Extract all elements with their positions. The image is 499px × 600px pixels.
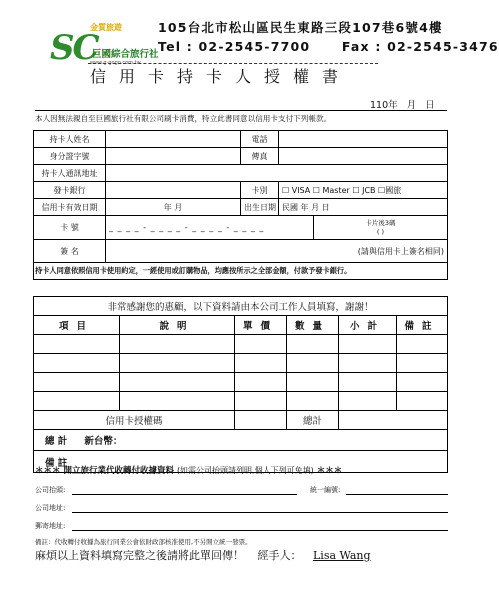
form-row-card-number	[34, 216, 448, 240]
card-type-options[interactable]: ☐ VISA ☐ Master ☐ JCB ☐國旅	[279, 182, 448, 199]
receipt-heading-end: ＊＊＊	[316, 466, 343, 476]
subtotal-cell[interactable]	[339, 392, 397, 411]
item-cell[interactable]	[34, 335, 120, 354]
desc-cell[interactable]	[120, 335, 235, 354]
col-desc-header: 說明	[120, 316, 235, 335]
remark-label: 備 註	[45, 457, 68, 469]
items-header-row	[34, 316, 448, 335]
auth-code-field[interactable]	[235, 411, 287, 430]
tax-id-label: 統一編號:	[310, 486, 341, 494]
address-field[interactable]	[106, 165, 448, 182]
holder-name-field[interactable]	[106, 131, 241, 148]
total-field[interactable]	[339, 411, 448, 430]
phone-field[interactable]	[279, 131, 448, 148]
item-cell[interactable]	[34, 373, 120, 392]
company-address-field[interactable]	[72, 512, 448, 513]
card-last3-cell[interactable]	[314, 216, 448, 240]
handler-label: 經手人：	[257, 549, 302, 562]
logo-badge: 金質旅遊	[90, 23, 122, 32]
agreement-text: 持卡人同意依照信用卡使用約定，一經使用或訂購物品，均應按所示之全部金額，付款予發卡銀行。	[34, 263, 448, 280]
desc-cell[interactable]	[120, 373, 235, 392]
desc-cell[interactable]	[120, 392, 235, 411]
signature-label: 簽 名	[34, 240, 106, 263]
table-row	[34, 335, 448, 354]
logo-company-name: 巨國綜合旅行社	[92, 49, 159, 60]
note-cell[interactable]	[397, 354, 448, 373]
form-row-name	[34, 131, 448, 148]
logo-website: www.g-gogo.com.tw	[90, 60, 141, 66]
price-cell[interactable]	[235, 354, 287, 373]
receipt-heading	[35, 464, 342, 476]
desc-cell[interactable]	[120, 354, 235, 373]
document-title: 信用卡持卡人授權書	[90, 67, 352, 86]
handler-name: Lisa Wang	[313, 549, 371, 562]
closing-line	[35, 547, 379, 563]
form-row-signature	[34, 240, 448, 263]
thanks-row	[34, 297, 448, 316]
intro-statement: 本人因無法親自至巨國旅行社有限公司刷卡消費，特立此書同意以信用卡支付下列帳款。	[35, 114, 332, 123]
tax-id-field[interactable]	[346, 494, 448, 495]
id-number-field[interactable]	[106, 148, 241, 165]
form-row-agreement	[34, 263, 448, 280]
receipt-footnote: 備註：代收轉付收據為旅行同業公會依財政部核准使用,不另開立統一發票。	[35, 538, 252, 546]
col-note-header: 備註	[397, 316, 448, 335]
bank-field[interactable]	[106, 182, 241, 199]
holder-name-label: 持卡人姓名	[34, 131, 106, 148]
qty-cell[interactable]	[287, 392, 339, 411]
receipt-heading-text: ＊＊＊ 開立旅行業代收轉付收據資料	[35, 466, 174, 476]
receipt-heading-note: (如需公司抬頭請列明,個人下列可免填)	[176, 466, 314, 475]
price-cell[interactable]	[235, 335, 287, 354]
subtotal-cell[interactable]	[339, 373, 397, 392]
expiry-label: 信用卡有效日期	[34, 199, 106, 216]
item-cell[interactable]	[34, 392, 120, 411]
qty-cell[interactable]	[287, 354, 339, 373]
card-last3-field: ( )	[376, 227, 385, 236]
mailing-address-field[interactable]	[72, 530, 448, 531]
card-type-label: 卡別	[241, 182, 279, 199]
qty-cell[interactable]	[287, 373, 339, 392]
qty-cell[interactable]	[287, 335, 339, 354]
currency-label: 新台幣：	[84, 436, 123, 447]
tel-number: Tel : 02-2545-7700	[158, 39, 311, 54]
auth-code-row	[34, 411, 448, 430]
total-label: 總計	[287, 411, 339, 430]
phone-label: 電話	[241, 131, 279, 148]
company-address-label: 公司地址:	[35, 504, 66, 512]
grand-total-row	[34, 430, 448, 451]
company-title-label: 公司抬頭:	[35, 486, 66, 494]
note-cell[interactable]	[397, 373, 448, 392]
col-subtotal-header: 小計	[339, 316, 397, 335]
col-qty-header: 數量	[287, 316, 339, 335]
subtotal-cell[interactable]	[339, 354, 397, 373]
header-rule	[35, 110, 447, 111]
auth-code-label: 信用卡授權碼	[34, 411, 235, 430]
bank-label: 發卡銀行	[34, 182, 106, 199]
col-item-header: 項目	[34, 316, 120, 335]
table-row	[34, 354, 448, 373]
company-address: 105台北市松山區民生東路三段107巷6號4樓	[158, 20, 443, 35]
note-cell[interactable]	[397, 335, 448, 354]
note-cell[interactable]	[397, 392, 448, 411]
fax-number: Fax : 02-2545-3476	[341, 39, 499, 54]
grand-total-label: 總 計	[45, 436, 68, 447]
letterhead	[0, 0, 499, 95]
table-row	[34, 392, 448, 411]
logo-mark: SC	[50, 28, 98, 68]
col-price-header: 單價	[235, 316, 287, 335]
contact-numbers	[158, 39, 499, 54]
signature-field[interactable]: (請與信用卡上簽名相同)	[106, 240, 448, 263]
address-label: 持卡人通訊地址	[34, 165, 106, 182]
item-cell[interactable]	[34, 354, 120, 373]
id-number-label: 身分證字號	[34, 148, 106, 165]
card-number-label: 卡 號	[34, 216, 106, 240]
items-table	[33, 296, 448, 473]
card-number-field[interactable]: _ _ _ _ - _ _ _ _ - _ _ _ _ - _ _ _ _	[106, 216, 314, 240]
grand-total-field[interactable]	[34, 430, 448, 451]
fax-field[interactable]	[279, 148, 448, 165]
form-row-address	[34, 165, 448, 182]
company-title-field[interactable]	[72, 494, 297, 495]
price-cell[interactable]	[235, 392, 287, 411]
subtotal-cell[interactable]	[339, 335, 397, 354]
card-last3-label: 卡片後3碼	[365, 218, 396, 227]
birthday-field[interactable]: 民國 年 月 日	[279, 199, 448, 216]
form-row-bank	[34, 182, 448, 199]
closing-text: 麻煩以上資料填寫完整之後請將此單回傳！	[35, 549, 244, 562]
form-row-expiry	[34, 199, 448, 216]
cardholder-form	[33, 130, 448, 280]
birthday-label: 出生日期	[241, 199, 279, 216]
fax-label: 傳真	[241, 148, 279, 165]
form-row-id	[34, 148, 448, 165]
table-row	[34, 373, 448, 392]
price-cell[interactable]	[235, 373, 287, 392]
thanks-message: 非常感謝您的惠顧，以下資料請由本公司工作人員填寫，謝謝！	[34, 297, 448, 316]
date-line: 110年 月 日	[370, 100, 435, 111]
mailing-address-label: 郵寄地址:	[35, 522, 66, 530]
expiry-field[interactable]: 年 月	[106, 199, 241, 216]
